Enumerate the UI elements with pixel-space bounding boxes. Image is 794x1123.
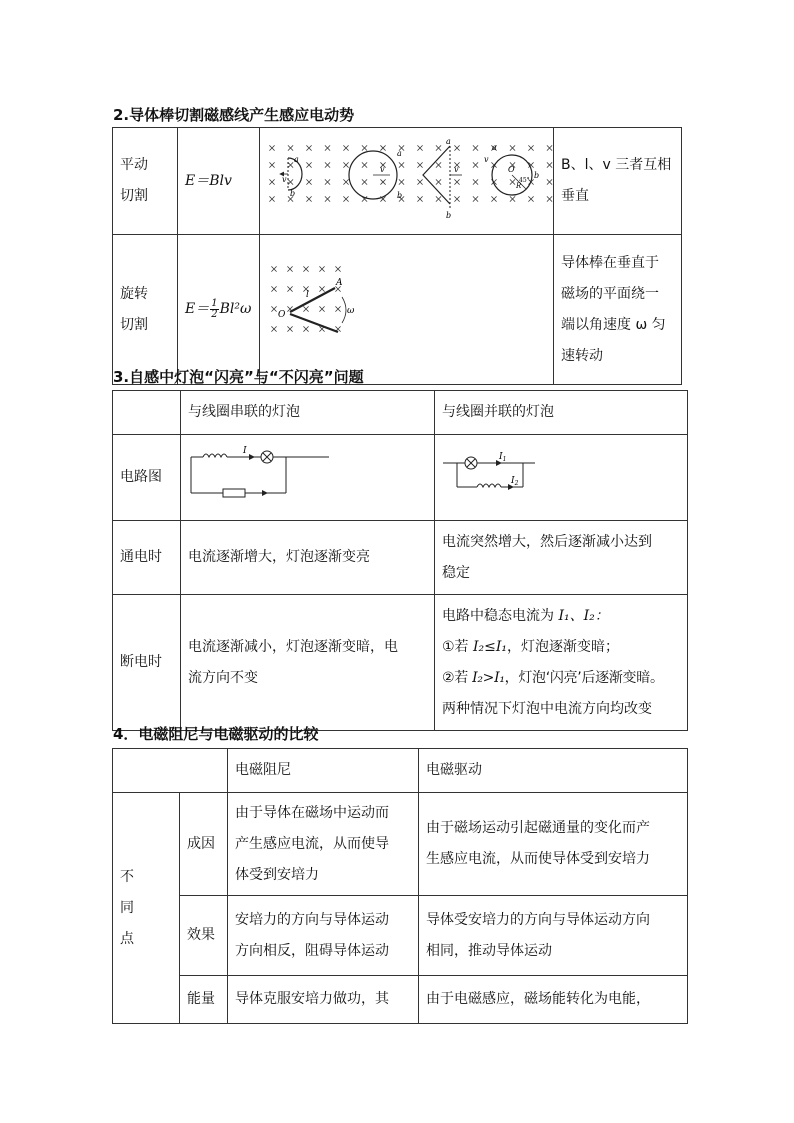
effect-damping: 安培力的方向与导体运动 方向相反，阻碍导体运动 [228,896,419,976]
table-row [113,595,688,731]
translation-figures [260,128,554,235]
svg-text:ω: ω [347,306,355,316]
section4-table [112,748,688,1024]
header-empty [113,391,181,435]
svg-text:b: b [290,189,296,198]
cause-damping: 由于导体在磁场中运动而 产生感应电流，从而使导 体受到安培力 [228,793,419,896]
svg-text:45°: 45° [519,177,530,184]
svg-text:b: b [534,171,540,180]
svg-text:I1: $I_1$ [499,452,507,463]
section3-title: 3.自感中灯泡“闪亮”与“不闪亮”问题 [113,368,364,386]
table-row [113,435,688,521]
svg-text:l: l [306,290,309,300]
table-row [113,391,688,435]
power-on-series: 电流逐渐增大，灯泡逐渐变亮 [181,521,435,595]
aspect-effect: 效果 [180,896,228,976]
series-circuit-cell [181,435,435,521]
series-circuit-diagram [181,435,435,508]
rotation-formula: E＝ $\frac{1}{2}$ Bl²ω [178,235,260,385]
cause-driving: 由于磁场运动引起磁通量的变化而产 生感应电流，从而使导体受到安培力 [419,793,688,896]
energy-driving: 由于电磁感应，磁场能转化为电能， [419,976,688,1024]
section4-title: 4．电磁阻尼与电磁驱动的比较 [113,725,319,743]
header-series: 与线圈串联的灯泡 [181,391,435,435]
power-off-parallel: 电路中稳态电流为 I₁、I₂： ①若 I₂≤I₁，灯泡逐渐变暗； ②若 I₂>I₁，灯泡‘闪亮’后逐渐变暗。 两种情况下灯泡中电流方向均改变 [435,595,688,731]
bent-rod [423,146,450,204]
svg-text:A: A [336,278,343,288]
inductor-coil [203,454,227,457]
header-parallel: 与线圈并联的灯泡 [435,391,688,435]
power-off-label: 断电时 [113,595,181,731]
svg-text:O: O [278,310,286,320]
section3-table [112,390,688,731]
aspect-energy: 能量 [180,976,228,1024]
header-empty [113,749,228,793]
translation-cut-figure [260,128,554,222]
header-damping: 电磁阻尼 [228,749,419,793]
svg-text:a: a [446,137,451,146]
section2-table [112,127,682,385]
difference-group-label: 不 同 点 [113,793,180,1024]
table-row [113,128,682,235]
header-driving: 电磁驱动 [419,749,688,793]
rotation-cut-figure [260,235,554,372]
svg-text:v: v [282,175,287,184]
effect-driving: 导体受安培力的方向与导体运动方向 相同，推动导体运动 [419,896,688,976]
svg-text:a: a [294,155,299,164]
translation-condition: B、l、v 三者互相 垂直 [554,128,682,235]
rotating-rod [290,288,335,312]
rotation-cut-label: 旋转 切割 [113,235,178,385]
svg-text:b: b [397,191,403,200]
svg-text:I2: $I_2$ [511,476,519,487]
rotation-condition: 导体棒在垂直于 磁场的平面绕一 端以角速度 ω 匀 速转动 [554,235,682,385]
svg-text:R: R [516,182,522,190]
svg-text:b: b [446,211,452,220]
svg-text:a: a [397,149,402,158]
translation-cut-label: 平动 切割 [113,128,178,235]
svg-text:I: I [243,446,247,456]
svg-text:a: a [492,143,497,152]
svg-text:v: v [380,165,385,174]
rotation-figure-cell [260,235,554,385]
table-row [113,521,688,595]
table-row [113,976,688,1024]
svg-text:O: O [508,165,515,174]
translation-formula: E＝Blv [178,128,260,235]
section2-title: 2.导体棒切割磁感线产生感应电动势 [113,106,355,124]
table-row [113,793,688,896]
svg-text:v: v [484,155,489,164]
table-row [113,235,682,385]
energy-damping: 导体克服安培力做功，其 [228,976,419,1024]
circuit-label: 电路图 [113,435,181,521]
parallel-circuit-diagram [435,435,688,508]
resistor [223,489,245,497]
table-row [113,749,688,793]
power-on-label: 通电时 [113,521,181,595]
svg-text:v: v [454,165,459,174]
table-row [113,896,688,976]
power-off-series: 电流逐渐减小，灯泡逐渐变暗，电 流方向不变 [181,595,435,731]
inductor-coil [477,484,501,487]
aspect-cause: 成因 [180,793,228,896]
parallel-circuit-cell [435,435,688,521]
power-on-parallel: 电流突然增大，然后逐渐减小达到 稳定 [435,521,688,595]
